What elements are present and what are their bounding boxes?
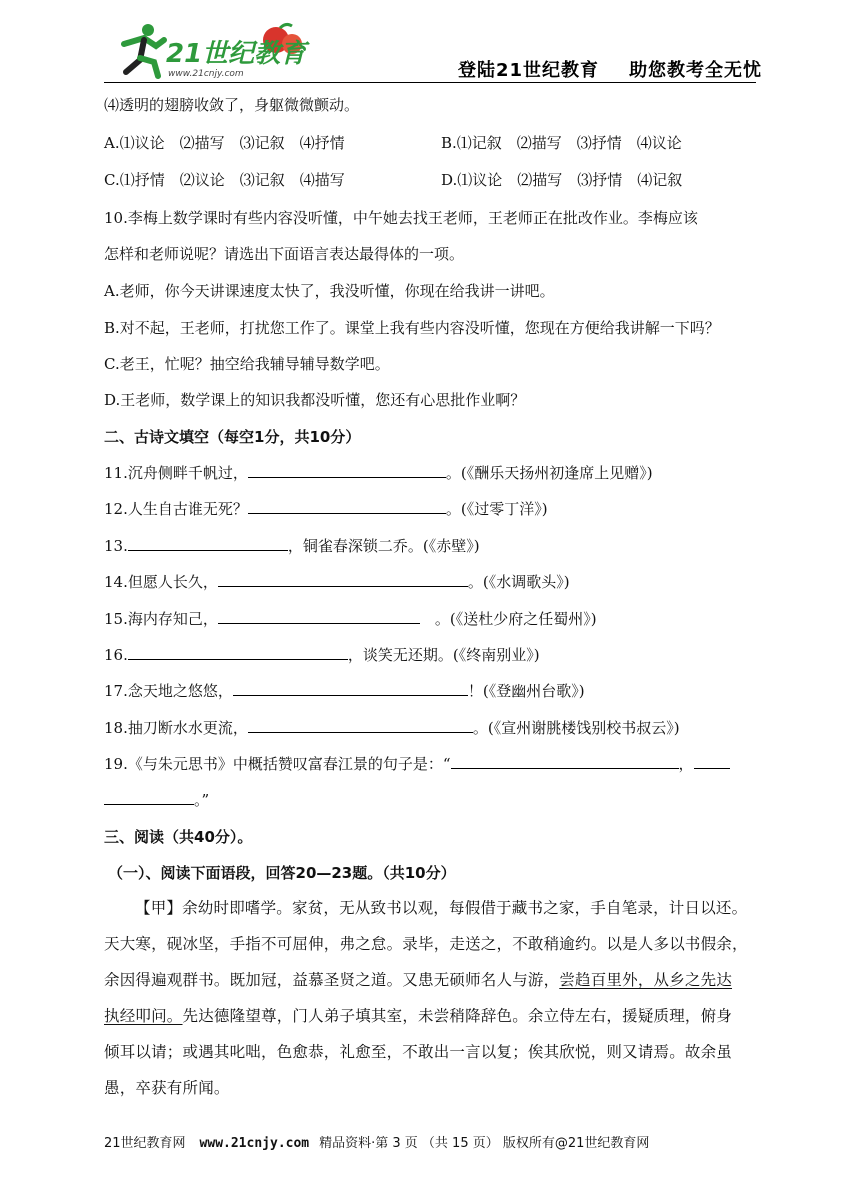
section3-title: 三、阅读（共40分）。 (104, 828, 253, 846)
q19-continued: 。” (104, 789, 209, 810)
underlined-phrase: 尝趋百里外，从乡之先达 (559, 971, 733, 989)
passage-line-3: 余因得遍观群书。既加冠，益慕圣贤之道。又患无硕师名人与游，尝趋百里外，从乡之先达 (104, 971, 733, 989)
q9-option-a: A.⑴议论 ⑵描写 ⑶记叙 ⑷抒情 (104, 134, 345, 152)
q18: 18.抽刀断水水更流， 。(《宣州谢朓楼饯别校书叔云》) (104, 719, 680, 737)
q17-blank (233, 681, 468, 696)
q19-blank-2b (104, 790, 194, 805)
footer-site[interactable]: www.21cnjy.com (199, 1136, 310, 1151)
q16-blank (128, 645, 348, 660)
svg-text:www.21cnjy.com: www.21cnjy.com (168, 69, 244, 79)
q17: 17.念天地之悠悠， ！(《登幽州台歌》) (104, 682, 585, 700)
underlined-phrase-end: 执经叩问。 (104, 1007, 183, 1025)
q14-blank (218, 572, 468, 587)
passage-line-2: 天大寒，砚冰坚，手指不可屈伸，弗之怠。录毕，走送之，不敢稍逾约。以是人多以书假余， (104, 935, 748, 953)
q13-blank (128, 536, 288, 551)
q10-option-a: A.老师，你今天讲课速度太快了，我没听懂，你现在给我讲一讲吧。 (104, 282, 555, 300)
svg-text:21世纪教育: 21世纪教育 (166, 39, 307, 69)
21cnjy-logo (104, 22, 314, 82)
q10-option-d: D.王老师，数学课上的知识我都没听懂，您还有心思批作业啊？ (104, 391, 526, 409)
q12: 12.人生自古谁无死？ 。(《过零丁洋》) (104, 500, 548, 518)
passage-line-1: 【甲】余幼时即嗜学。家贫，无从致书以观，每假借于藏书之家，手自笔录，计日以还。 (135, 899, 748, 917)
passage-jia (104, 890, 756, 1106)
q19-blank-2a (694, 754, 730, 769)
q13: 13. ，铜雀春深锁二乔。(《赤壁》) (104, 537, 480, 555)
q19: 19.《与朱元思书》中概括赞叹富春江景的句子是：“ ， (104, 753, 730, 774)
passage-line-4: 执经叩问。先达德隆望尊，门人弟子填其室，未尝稍降辞色。余立侍左右，援疑质理，俯身 (104, 1007, 733, 1025)
page-header (0, 0, 860, 86)
q9-option-c: C.⑴抒情 ⑵议论 ⑶记叙 ⑷描写 (104, 171, 345, 189)
q15: 15.海内存知己， 。(《送杜少府之任蜀州》) (104, 610, 597, 628)
q14: 14.但愿人长久， 。(《水调歌头》) (104, 573, 570, 591)
header-slogan: 登陆21世纪教育 助您教考全无忧 (458, 60, 763, 81)
q9-option-d: D.⑴议论 ⑵描写 ⑶抒情 ⑷记叙 (441, 171, 683, 189)
section2-title: 二、古诗文填空（每空1分，共10分） (104, 428, 361, 446)
footer-left: 21世纪教育网 (104, 1136, 186, 1151)
q9-option-b: B.⑴记叙 ⑵描写 ⑶抒情 ⑷议论 (441, 134, 682, 152)
footer-info: 精品资料·第 3 页 （共 15 页） 版权所有@21世纪教育网 (319, 1136, 650, 1151)
q16: 16. ，谈笑无还期。(《终南别业》) (104, 646, 540, 664)
passage-line-6: 愚，卒获有所闻。 (104, 1079, 230, 1097)
q19-blank-1 (451, 754, 679, 769)
running-figure-icon (124, 24, 164, 76)
q11-blank (248, 463, 446, 478)
page-footer (104, 1132, 764, 1151)
q10-stem-line2: 怎样和老师说呢？请选出下面语言表达最得体的一项。 (104, 245, 465, 263)
q10-stem-line1: 10.李梅上数学课时有些内容没听懂，中午她去找王老师，王老师正在批改作业。李梅应该 (104, 209, 698, 227)
q11: 11.沉舟侧畔千帆过， 。(《酬乐天扬州初逢席上见赠》) (104, 464, 653, 482)
q12-blank (248, 499, 446, 514)
section3-sub1-title: （一）、阅读下面语段，回答20—23题。（共10分） (108, 864, 456, 882)
q15-blank (218, 609, 420, 624)
passage-line-5: 倾耳以请；或遇其叱咄，色愈恭，礼愈至，不敢出一言以复；俟其欣悦，则又请焉。故余虽 (104, 1043, 733, 1061)
q18-blank (248, 718, 473, 733)
header-rule (104, 82, 756, 83)
q10-option-c: C.老王，忙呢？抽空给我辅导辅导数学吧。 (104, 355, 390, 373)
q9-item4: ⑷透明的翅膀收敛了，身躯微微颤动。 (104, 96, 360, 114)
q10-option-b: B.对不起，王老师，打扰您工作了。课堂上我有些内容没听懂，您现在方便给我讲解一下吗？ (104, 319, 720, 337)
